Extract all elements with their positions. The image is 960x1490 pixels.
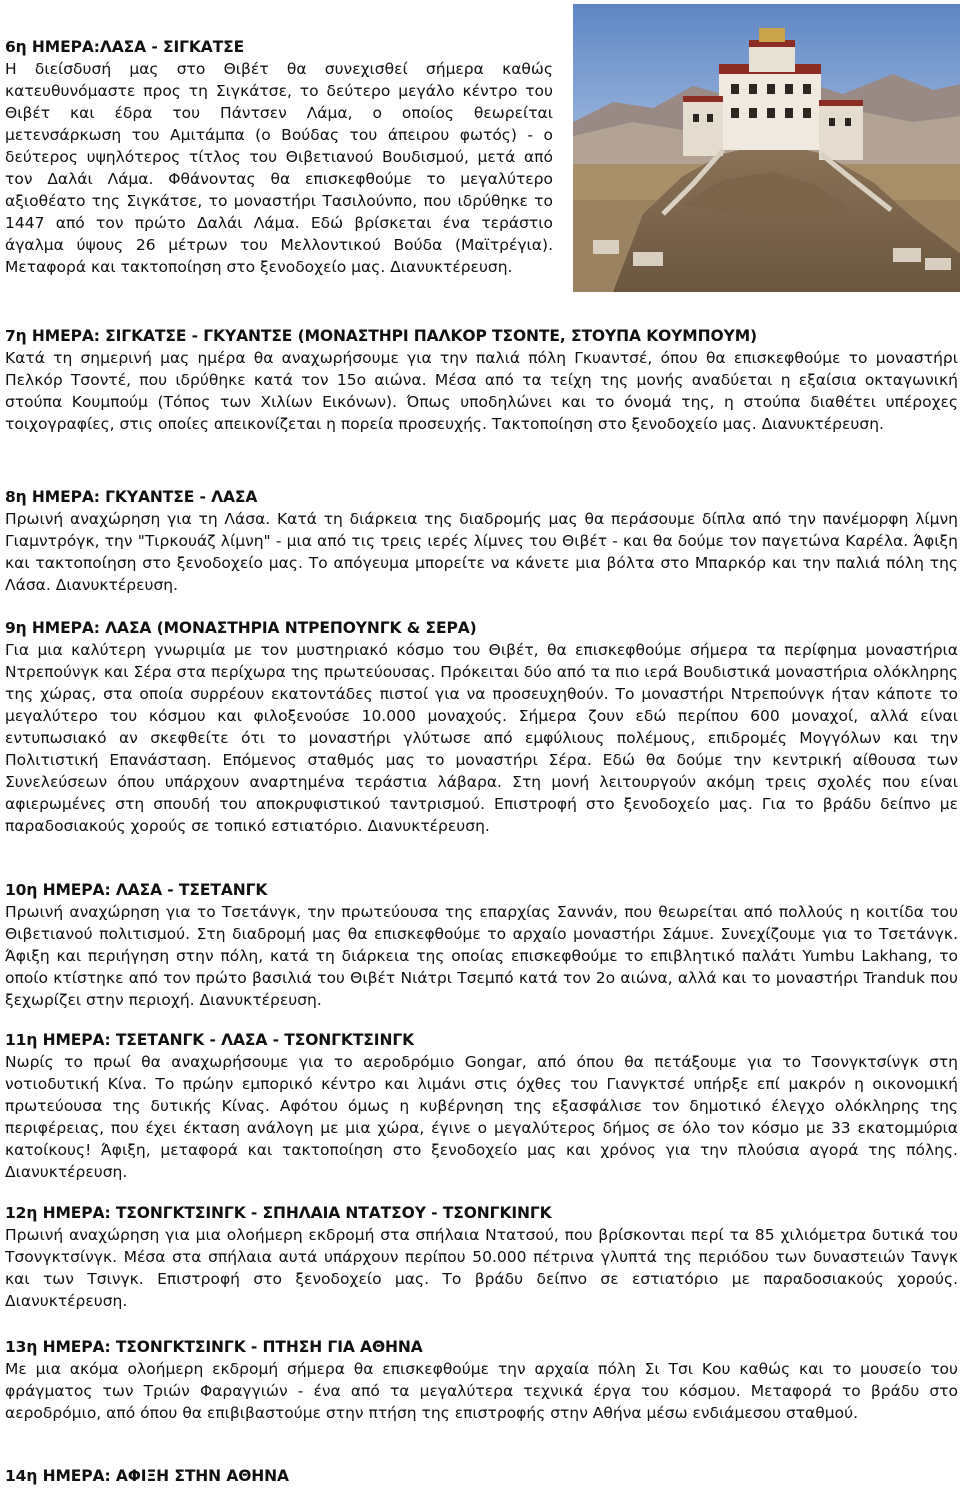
day-13-title: 13η ΗΜΕΡΑ: ΤΣΟΝΓΚΤΣΙΝΓΚ - ΠΤΗΣΗ ΓΙΑ ΑΘΗΝΑ	[5, 1338, 423, 1356]
monastery-photo	[573, 4, 960, 292]
day-9-title: 9η ΗΜΕΡΑ: ΛΑΣΑ (ΜΟΝΑΣΤΗΡΙΑ ΝΤΡΕΠΟΥΝΓΚ & ΣΕΡΑ)	[5, 619, 477, 637]
monastery-photo-image	[573, 4, 960, 292]
day-12-section	[5, 1203, 958, 1312]
day-6-title: 6η ΗΜΕΡΑ:ΛΑΣΑ - ΣΙΓΚΑΤΣΕ	[5, 38, 245, 56]
day-12-title: 12η ΗΜΕΡΑ: ΤΣΟΝΓΚΤΣΙΝΓΚ - ΣΠΗΛΑΙΑ ΝΤΑΤΣΟΥ - ΤΣΟΝΓΚΙΝΓΚ	[5, 1204, 552, 1222]
day-9-text: Για μια καλύτερη γνωριμία με τον μυστηριακό κόσμο του Θιβέτ, θα επισκεφθούμε σήμερα τα περίφημα μοναστήρια Ντρεπούνγκ και Σέρα στα περίχωρα της πρωτεύουσας. Πρόκειται δύο από τα πιο ιερά Βουδιστικά μοναστήρια ολόκληρης της χώρας, στα οποία συρρέουν εκατοντάδες πιστοί για να προσευχηθούν. Το μοναστήρι Ντρεπούνγκ ήταν κάποτε το μεγαλύτερο του κόσμου και φιλοξενούσε 10.000 μοναχούς. Σήμερα ζουν εδώ περίπου 600 μοναχοί, αλλά είναι εντυπωσιακό αν σκεφθείτε ότι το μοναστήρι γλύτωσε από εμφύλιους πολέμους, επιδρομές Μογγόλων και την Πολιτιστική Επανάσταση. Επόμενος σταθμός μας το μοναστήρι Σέρα. Εδώ θα δούμε την κεντρική αίθουσα των Συνελεύσεων όπου υπάρχουν αναρτημένα τεράστια λάβαρα. Στη μονή λειτουργούν ακόμη τρεις σχολές που είναι αφιερωμένες στη σπουδή του αποκρυφιστικού ταντρισμού. Επιστροφή στο ξενοδοχείο μας. Για το βράδυ δείπνο με παραδοσιακούς χορούς σε τοπικό εστιατόριο. Διανυκτέρευση.	[5, 641, 958, 835]
day-8-text: Πρωινή αναχώρηση για τη Λάσα. Κατά τη διάρκεια της διαδρομής μας θα περάσουμε δίπλα από την πανέμορφη λίμνη Γιαμντρόγκ, την "Τιρκουάζ λίμνη" - μια από τις τρεις ιερές λίμνες του Θιβέτ - και θα δούμε τον παγετώνα Καρέλα. Άφιξη και τακτοποίηση στο ξενοδοχείο μας. Το απόγευμα μπορείτε να κάνετε μια βόλτα στο Μπαρκόρ και την παλιά πόλη της Λάσα. Διανυκτέρευση.	[5, 510, 958, 594]
day-7-text: Κατά τη σημερινή μας ημέρα θα αναχωρήσουμε για την παλιά πόλη Γκυαντσέ, όπου θα επισκεφθούμε το μοναστήρι Πελκόρ Τσοντέ, που ιδρύθηκε κατά τον 15ο αιώνα. Μέσα από τα τείχη της μονής αναδύεται η εξαίσια οκταγωνική στούπα Κουμπούμ (Τόπος των Χιλίων Εικόνων). Όπως υποδηλώνει και το όνομά της, η στούπα διαθέτει υπέροχες τοιχογραφίες, στις οποίες απεικονίζεται η πορεία προσευχής. Τακτοποίηση στο ξενοδοχείο μας. Διανυκτέρευση.	[5, 349, 958, 433]
day-14-title: 14η ΗΜΕΡΑ: ΑΦΙΞΗ ΣΤΗΝ ΑΘΗΝΑ	[5, 1467, 289, 1485]
day-7-section	[5, 326, 958, 435]
day-14-section	[5, 1466, 958, 1487]
day-7-title: 7η ΗΜΕΡΑ: ΣΙΓΚΑΤΣΕ - ΓΚΥΑΝΤΣΕ (ΜΟΝΑΣΤΗΡΙ ΠΑΛΚΟΡ ΤΣΟΝΤΕ, ΣΤΟΥΠΑ ΚΟΥΜΠΟΥΜ)	[5, 327, 758, 345]
day-13-text: Με μια ακόμα ολοήμερη εκδρομή σήμερα θα επισκεφθούμε την αρχαία πόλη Σι Τσι Κου καθώς και το μουσείο του φράγματος των Τριών Φαραγγιών - ένα από τα μεγαλύτερα τεχνικά έργα του κόσμου. Μεταφορά το βράδυ στο αεροδρόμιο, από όπου θα επιβιβαστούμε στην πτήση της επιστροφής στην Αθήνα μέσω ενδιάμεσου σταθμού.	[5, 1360, 958, 1422]
day-6-text: Η διείσδυσή μας στο Θιβέτ θα συνεχισθεί σήμερα καθώς κατευθυνόμαστε προς τη Σιγκάτσε, το δεύτερο μεγάλο κέντρο του Θιβέτ και έδρα του Πάντσεν Λάμα, ο οποίος θεωρείται μετενσάρκωση του Αμιτάμπα (ο Βούδας του άπειρου φωτός) - ο δεύτερος υψηλότερος τίτλος του Θιβετιανού Βουδισμού, μετά από τον Δαλάι Λάμα. Φθάνοντας θα επισκεφθούμε το μεγαλύτερο αξιοθέατο της Σιγκάτσε, το μοναστήρι Τασιλούνπο, που ιδρύθηκε το 1447 από τον πρώτο Δαλάι Λάμα. Εδώ βρίσκεται ένα τεράστιο άγαλμα ύψους 26 μέτρων του Μελλοντικού Βούδα (Μαϊτρέγια). Μεταφορά και τακτοποίηση στο ξενοδοχείο μας. Διανυκτέρευση.	[5, 60, 553, 276]
day-12-text: Πρωινή αναχώρηση για μια ολοήμερη εκδρομή στα σπήλαια Ντατσού, που βρίσκονται περί τα 85 χιλιόμετρα δυτικά του Τσονγκτσίνγκ. Μέσα στα σπήλαια αυτά υπάρχουν περίπου 50.000 πέτρινα γλυπτά της περιόδου των δυναστειών Τανγκ και των Τσινγκ. Επιστροφή στο ξενοδοχείο μας. Το βράδυ δείπνο σε εστιατόριο με παραδοσιακούς χορούς. Διανυκτέρευση.	[5, 1226, 958, 1310]
day-11-section	[5, 1030, 958, 1183]
day-6-section	[5, 37, 553, 278]
day-8-section	[5, 487, 958, 596]
day-8-title: 8η ΗΜΕΡΑ: ΓΚΥΑΝΤΣΕ - ΛΑΣΑ	[5, 488, 258, 506]
day-10-text: Πρωινή αναχώρηση για το Τσετάνγκ, την πρωτεύουσα της επαρχίας Σαννάν, που θεωρείται από πολλούς η κοιτίδα του Θιβετιανού πολιτισμού. Στη διαδρομή μας θα επισκεφθούμε το αρχαίο μοναστήρι Σάμυε. Συνεχίζουμε για το Τσετάνγκ. Άφιξη και περιήγηση στην πόλη, κατά τη διάρκεια της οποίας επισκεφθούμε το επιβλητικό παλάτι Yumbu Lakhang, το οποίο κτίστηκε από τον πρώτο βασιλιά του Θιβέτ Νιάτρι Τσεμπό κατά τον 2ο αιώνα, αλλά και το μοναστήρι Tranduk που ξεχωρίζει στην περιοχή. Διανυκτέρευση.	[5, 903, 958, 1009]
day-11-title: 11η ΗΜΕΡΑ: ΤΣΕΤΑΝΓΚ - ΛΑΣΑ - ΤΣΟΝΓΚΤΣΙΝΓΚ	[5, 1031, 415, 1049]
day-9-section	[5, 618, 958, 837]
day-10-section	[5, 880, 958, 1011]
day-13-section	[5, 1337, 958, 1424]
day-11-text: Νωρίς το πρωί θα αναχωρήσουμε για το αεροδρόμιο Gongar, από όπου θα πετάξουμε για το Τσονγκτσίνγκ στη νοτιοδυτική Κίνα. Το πρώην εμπορικό κέντρο και λιμάνι στις όχθες του Γιανγκτσέ υπήρξε επί μακρόν η οικονομική πρωτεύουσα της δυτικής Κίνας. Αφότου όμως η κυβέρνηση της εξασφάλισε τον δημοτικό έλεγχο ολόκληρης της περιφέρειας, που έχει έκταση ανάλογη με μια χώρα, έγινε ο μεγαλύτερος δήμος σε όλο τον κόσμο με 33 εκατομμύρια κατοίκους! Άφιξη, μεταφορά και τακτοποίηση στο ξενοδοχείο μας και χρόνος για την πλούσια αγορά της πόλης. Διανυκτέρευση.	[5, 1053, 958, 1181]
day-10-title: 10η ΗΜΕΡΑ: ΛΑΣΑ - ΤΣΕΤΑΝΓΚ	[5, 881, 268, 899]
